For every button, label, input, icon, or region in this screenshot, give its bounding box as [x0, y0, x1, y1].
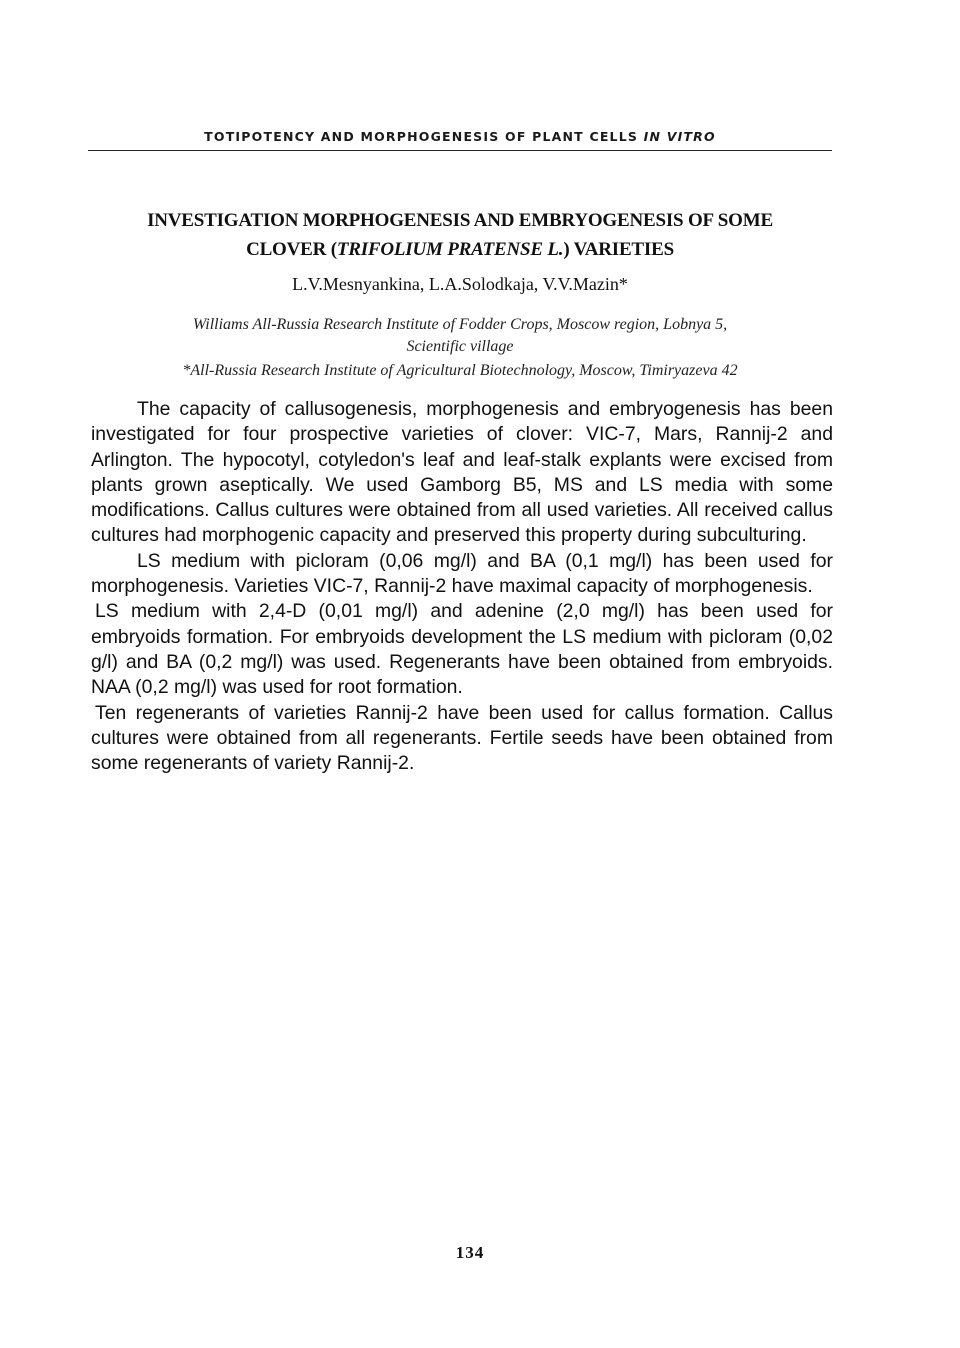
paragraph-1: The capacity of callusogenesis, morphogenesis and embryogenesis has been investigated for four prospective varieties of clover: VIC-7, Mars, Rannij-2 and Arlington. The hypocotyl, cotyledon's leaf and leaf-stalk explants were excised from plants grown aseptically. We used Gamborg B5, MS and LS media with some modifications. Callus cultures were obtained from all used varieties. All received callus cultures had morphogenic capacity and preserved this property during subculturing. — [91, 398, 833, 547]
affiliation-1-line-2: Scientific village — [406, 338, 514, 355]
affiliation-1-line-1: Williams All-Russia Research Institute of Fodder Crops, Moscow region, Lobnya 5, — [192, 316, 728, 333]
title-line-1: INVESTIGATION MORPHOGENESIS AND EMBRYOGENESIS OF SOME — [147, 210, 773, 231]
authors: L.V.Mesnyankina, L.A.Solodkaja, V.V.Mazin* — [292, 274, 628, 294]
paragraph-4: Ten regenerants of varieties Rannij-2 have been used for callus formation. Callus cultures were obtained from all regenerants. Fertile seeds have been obtained from some regenerants of variety Rannij-2. — [91, 701, 833, 775]
title-line-2-end: ) VARIETIES — [563, 239, 674, 260]
affiliation-2: *All-Russia Research Institute of Agricultural Biotechnology, Moscow, Timiryazeva 42 — [182, 362, 738, 379]
paragraph-2: LS medium with picloram (0,06 mg/l) and BA (0,1 mg/l) has been used for morphogenesis. Varieties VIC-7, Rannij-2 have maximal capacity of morphogenesis. — [91, 549, 833, 598]
paragraph-3: LS medium with 2,4-D (0,01 mg/l) and adenine (2,0 mg/l) has been used for embryoids formation. For embryoids development the LS medium with picloram (0,02 g/l) and BA (0,2 mg/l) was used. Regenerants have been obtained from embryoids. NAA (0,2 mg/l) was used for root formation. — [91, 600, 833, 699]
title-line-2-start: CLOVER ( — [246, 239, 337, 260]
title-species: TRIFOLIUM PRATENSE L. — [336, 239, 564, 260]
affiliation-1 — [95, 314, 825, 358]
running-header — [88, 129, 832, 144]
running-header-text: TOTIPOTENCY AND MORPHOGENESIS OF PLANT CELLS — [204, 129, 644, 144]
header-rule — [88, 150, 832, 151]
running-header-italic: IN VITRO — [643, 129, 716, 144]
abstract-body — [91, 397, 833, 776]
page-number: 134 — [455, 1243, 485, 1262]
title-line-2 — [95, 235, 825, 264]
article-title — [95, 206, 825, 264]
